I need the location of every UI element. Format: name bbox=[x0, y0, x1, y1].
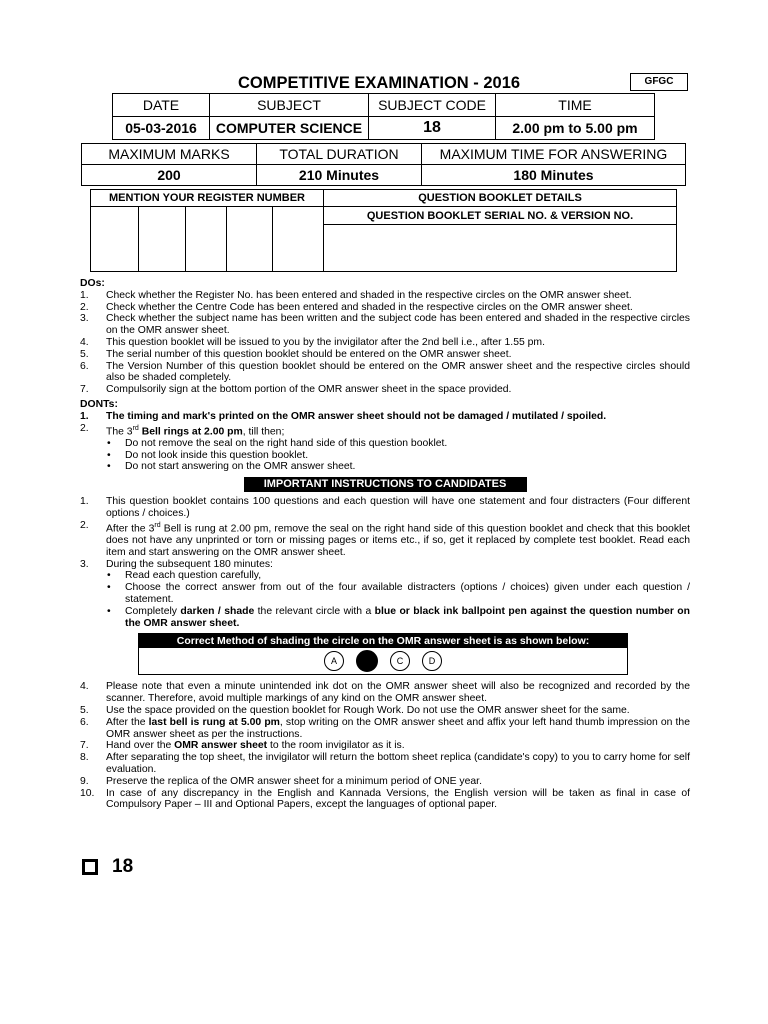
option-circle-c: C bbox=[390, 651, 410, 671]
list-item: • Do not remove the seal on the right hand side of this question booklet. bbox=[107, 437, 448, 449]
exam-info-table bbox=[112, 93, 655, 140]
shading-example-circles bbox=[139, 648, 627, 674]
donts-list bbox=[80, 411, 690, 438]
dos-heading: DOs: bbox=[80, 278, 105, 289]
list-item: 7. Hand over the OMR answer sheet to the room invigilator as it is. bbox=[80, 740, 405, 752]
list-item: • Choose the correct answer from out of the four available distracters (options / choices) given under each question / statement. bbox=[107, 582, 690, 606]
register-digit-box[interactable] bbox=[139, 207, 186, 272]
subject-value: COMPUTER SCIENCE bbox=[210, 117, 369, 140]
subject-code-value: 18 bbox=[369, 117, 496, 140]
booklet-details-label: QUESTION BOOKLET DETAILS bbox=[324, 190, 677, 207]
list-item: 8. After separating the top sheet, the invigilator will return the bottom sheet replica (candidate's copy) to you to carry home for self evaluation. bbox=[80, 752, 690, 776]
list-item: 2. After the 3rd Bell is rung at 2.00 pm, remove the seal on the right hand side of this question booklet and check that this booklet does not have any unprinted or torn or missing pages or items etc., if so, get it replaced by complete test booklet. Read each item and start answering on the OMR answer sheet. bbox=[80, 519, 690, 558]
time-value: 2.00 pm to 5.00 pm bbox=[496, 117, 655, 140]
instructions-content bbox=[80, 278, 690, 811]
square-bullet-icon bbox=[82, 859, 98, 875]
list-item: 4. This question booklet will be issued to you by the invigilator after the 2nd bell i.e., after 1.55 pm. bbox=[80, 336, 545, 348]
footer-subject-code: 18 bbox=[112, 856, 134, 877]
register-digit-box[interactable] bbox=[186, 207, 227, 272]
list-item: 2. The 3rd Bell rings at 2.00 pm, till then; bbox=[80, 422, 285, 438]
subject-code-header: SUBJECT CODE bbox=[369, 94, 496, 117]
register-digit-box[interactable] bbox=[227, 207, 273, 272]
option-circle-shaded bbox=[356, 650, 378, 672]
instructions-list bbox=[80, 496, 690, 570]
list-item: 1. Check whether the Register No. has been entered and shaded in the respective circles on the OMR answer sheet. bbox=[80, 289, 632, 301]
option-circle-a: A bbox=[324, 651, 344, 671]
list-item: 7. Compulsorily sign at the bottom portion of the OMR answer sheet in the space provided. bbox=[80, 384, 512, 396]
exam-title: COMPETITIVE EXAMINATION - 2016 bbox=[238, 74, 521, 92]
max-time-header: MAXIMUM TIME FOR ANSWERING bbox=[422, 144, 686, 165]
total-duration-value: 210 Minutes bbox=[257, 165, 422, 186]
shading-method-box bbox=[138, 633, 628, 675]
list-item: 1. This question booklet contains 100 questions and each question will have one statement and four distracters (Four different options / choices.) bbox=[80, 496, 690, 520]
instructions-list-continued bbox=[80, 681, 690, 811]
list-item: • Read each question carefully, bbox=[107, 570, 262, 582]
max-marks-header: MAXIMUM MARKS bbox=[82, 144, 257, 165]
important-instructions-banner: IMPORTANT INSTRUCTIONS TO CANDIDATES bbox=[244, 477, 527, 492]
list-item: 2. Check whether the Centre Code has been entered and shaded in the respective circles on the OMR answer sheet. bbox=[80, 301, 633, 313]
list-item: 9. Preserve the replica of the OMR answer sheet for a minimum period of ONE year. bbox=[80, 775, 482, 787]
list-item: 1. The timing and mark's printed on the OMR answer sheet should not be damaged / mutilated / spoiled. bbox=[80, 410, 607, 422]
time-header: TIME bbox=[496, 94, 655, 117]
list-item: 6. The Version Number of this question booklet should be entered on the OMR answer sheet and the respective circles should also be shaded completely. bbox=[80, 360, 690, 384]
register-digit-box[interactable] bbox=[91, 207, 139, 272]
subject-header: SUBJECT bbox=[210, 94, 369, 117]
donts-heading: DONTs: bbox=[80, 398, 118, 410]
date-value: 05-03-2016 bbox=[113, 117, 210, 140]
total-duration-header: TOTAL DURATION bbox=[257, 144, 422, 165]
booklet-serial-label: QUESTION BOOKLET SERIAL NO. & VERSION NO. bbox=[324, 207, 677, 225]
paper-code-box: GFGC bbox=[630, 73, 688, 91]
dos-list bbox=[80, 290, 690, 396]
register-digit-box[interactable] bbox=[273, 207, 324, 272]
footer bbox=[82, 856, 133, 878]
instruction-3-bullets bbox=[80, 570, 690, 629]
date-header: DATE bbox=[113, 94, 210, 117]
booklet-serial-box[interactable] bbox=[324, 225, 677, 272]
list-item: 3. Check whether the subject name has been written and the subject code has been entered and shaded in the respective circles on the OMR answer sheet. bbox=[80, 313, 690, 337]
list-item: 3. During the subsequent 180 minutes: bbox=[80, 558, 273, 570]
register-booklet-table bbox=[90, 189, 677, 272]
list-item: • Do not look inside this question booklet. bbox=[107, 449, 309, 461]
option-circle-d: D bbox=[422, 651, 442, 671]
register-number-label: MENTION YOUR REGISTER NUMBER bbox=[91, 190, 324, 207]
list-item: 10. In case of any discrepancy in the English and Kannada Versions, the English version will be taken as final in case of Compulsory Paper – III and Optional Papers, except the languages of optional paper. bbox=[80, 787, 690, 811]
marks-duration-table bbox=[81, 143, 686, 186]
list-item: • Do not start answering on the OMR answer sheet. bbox=[107, 461, 356, 473]
donts-bullets bbox=[80, 438, 690, 473]
list-item: 6. After the last bell is rung at 5.00 pm, stop writing on the OMR answer sheet and affix your left hand thumb impression on the OMR answer sheet as per the instructions. bbox=[80, 716, 690, 740]
list-item: 5. Use the space provided on the question booklet for Rough Work. Do not use the OMR answer sheet for the same. bbox=[80, 705, 630, 717]
list-item: • Completely darken / shade the relevant circle with a blue or black ink ballpoint pen against the question number on the OMR answer sheet. bbox=[107, 605, 690, 629]
list-item: 4. Please note that even a minute unintended ink dot on the OMR answer sheet will also be recognized and recorded by the scanner. Therefore, avoid multiple markings of any kind on the OMR answer sheet. bbox=[80, 681, 690, 705]
list-item: 5. The serial number of this question booklet should be entered on the OMR answer sheet. bbox=[80, 348, 512, 360]
max-marks-value: 200 bbox=[82, 165, 257, 186]
shading-method-heading: Correct Method of shading the circle on the OMR answer sheet is as shown below: bbox=[139, 634, 627, 648]
max-time-value: 180 Minutes bbox=[422, 165, 686, 186]
